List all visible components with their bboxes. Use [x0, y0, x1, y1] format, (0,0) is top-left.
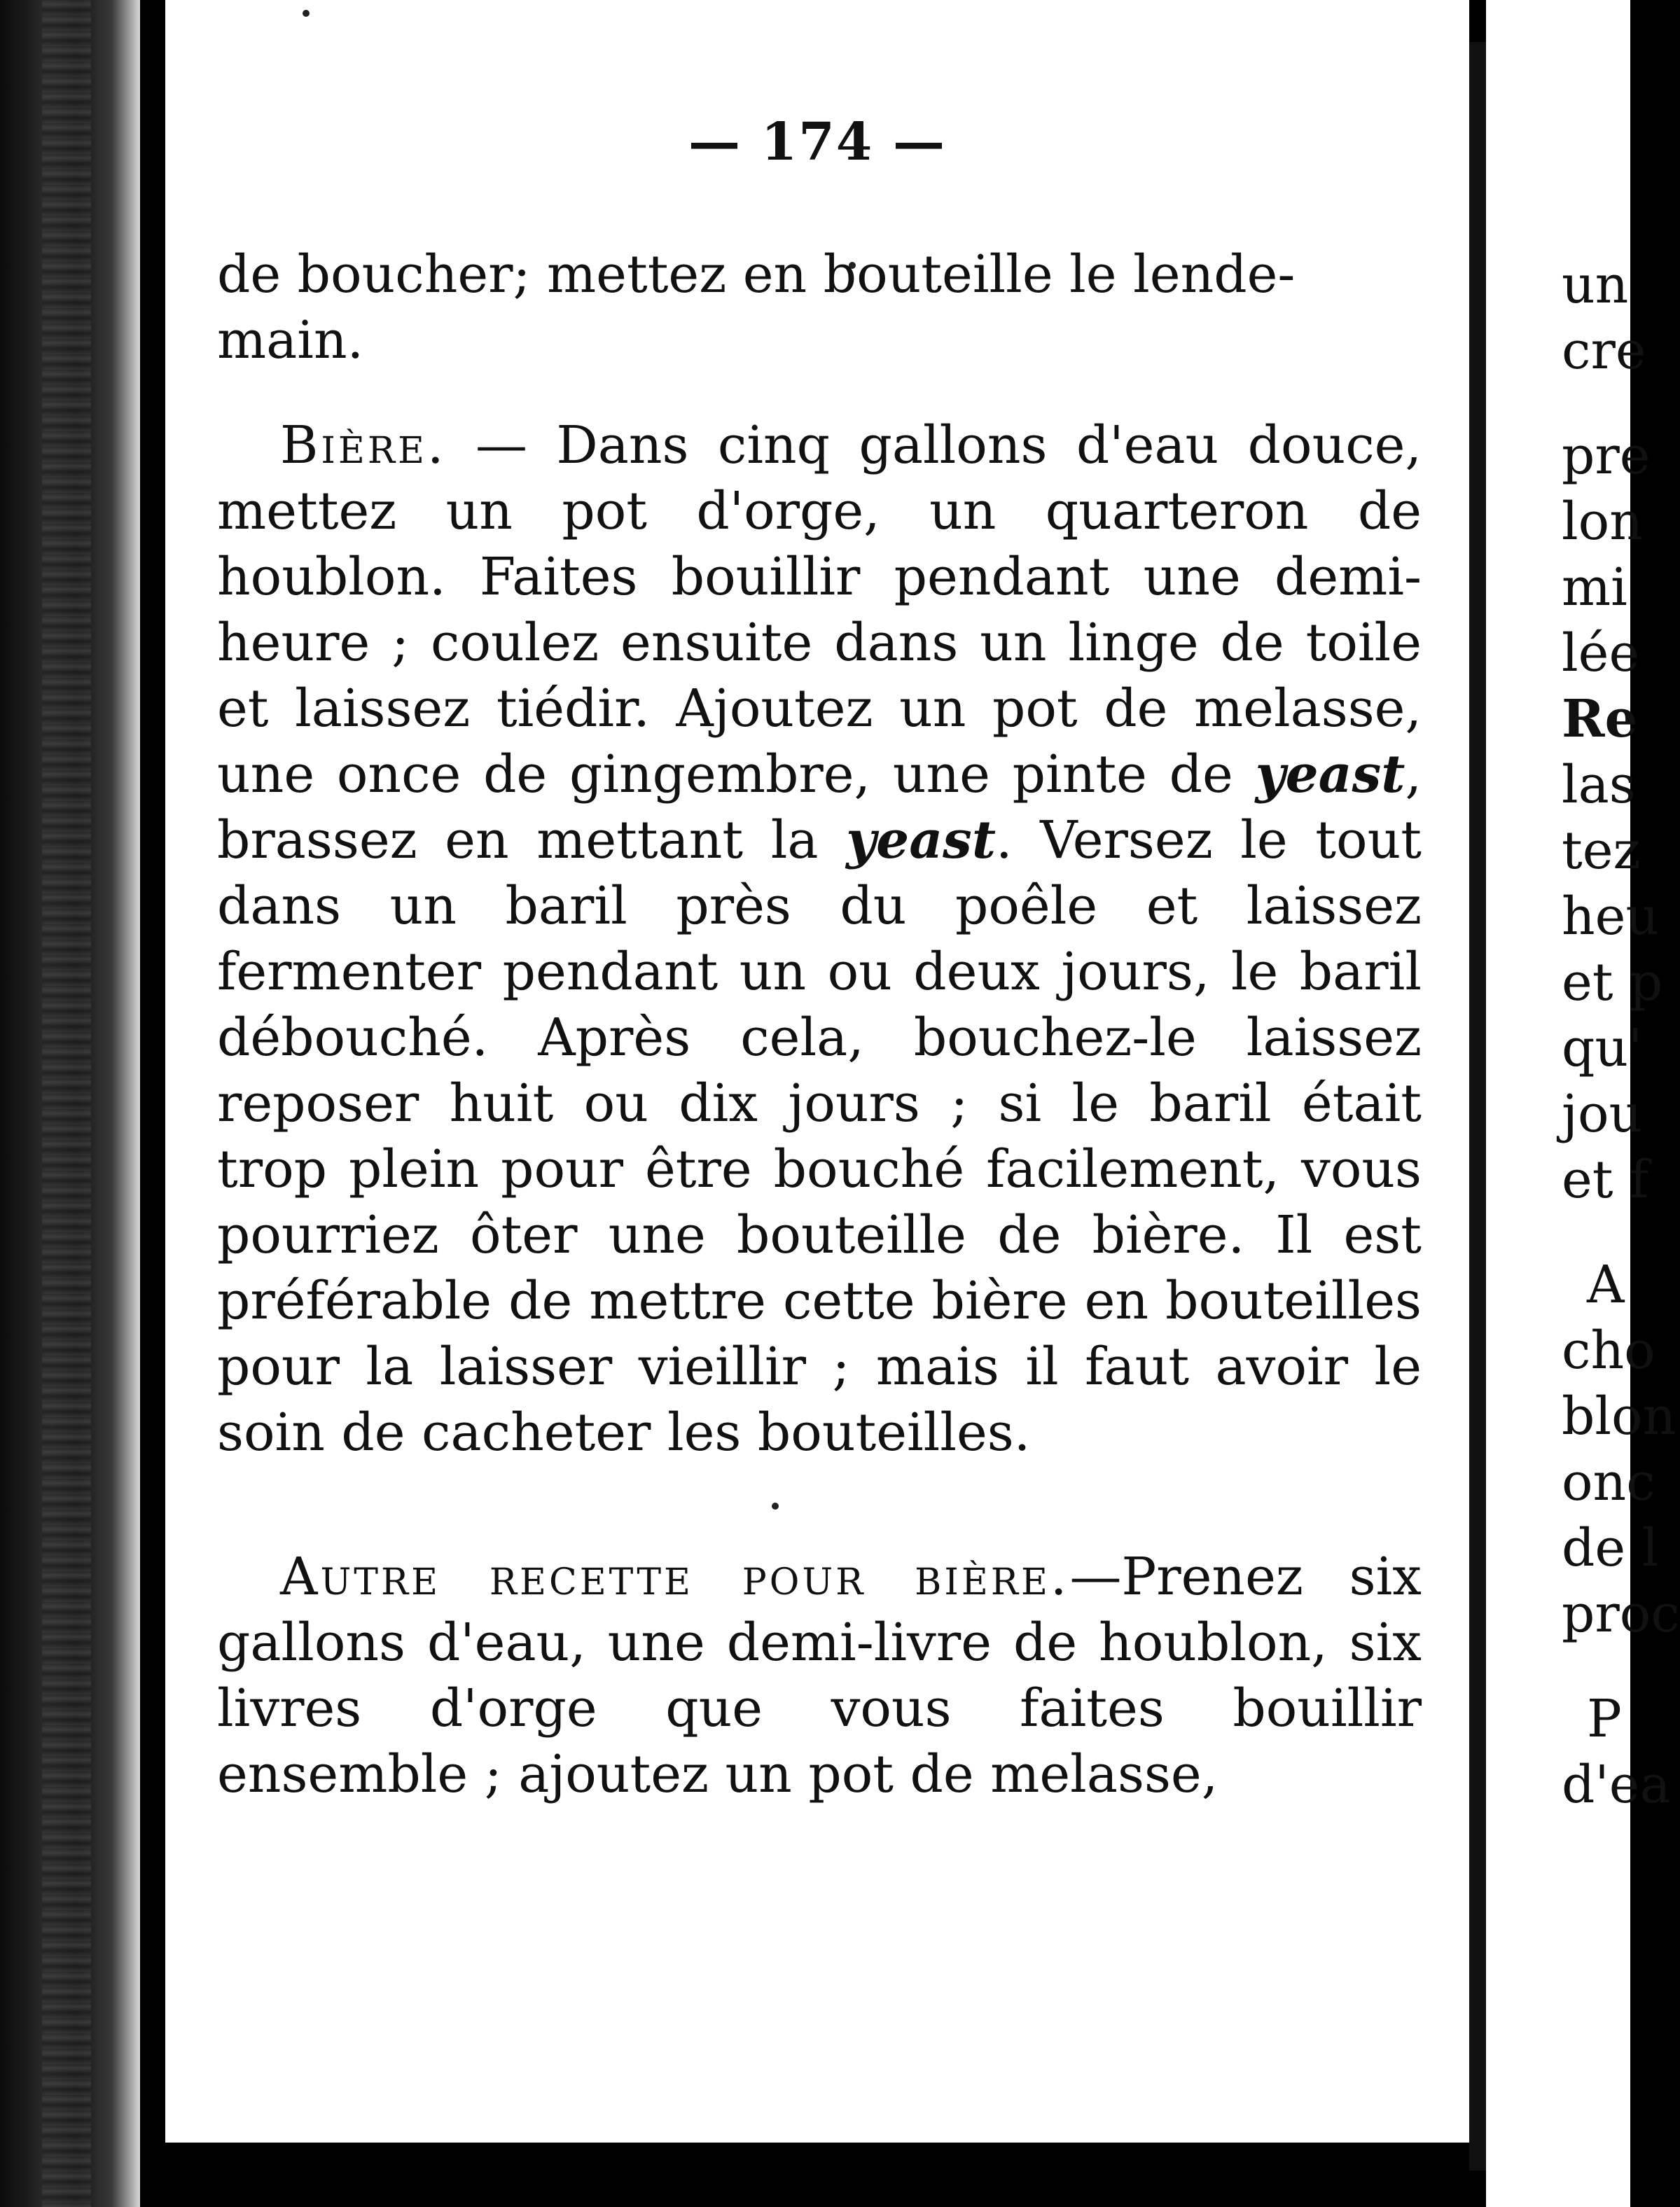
facing-line: heu	[1562, 886, 1660, 947]
facing-line: blon	[1562, 1386, 1676, 1447]
facing-line	[1562, 1647, 1630, 1686]
autre-recette-paragraph	[217, 1544, 1422, 1807]
italic-word: yeast	[846, 810, 996, 870]
facing-line	[1562, 384, 1630, 423]
facing-line: cho	[1562, 1321, 1655, 1381]
facing-line: de l	[1562, 1518, 1659, 1578]
page-body-text	[217, 242, 1422, 1807]
facing-line: lée	[1562, 623, 1640, 683]
facing-line: mi	[1562, 557, 1627, 618]
facing-line: Re	[1562, 689, 1638, 749]
facing-line: onc	[1562, 1452, 1655, 1512]
facing-line: proc	[1562, 1584, 1680, 1644]
facing-line: jou	[1562, 1084, 1643, 1144]
autre-recette-heading: Autre recette pour bière.	[280, 1547, 1070, 1607]
facing-line: pre	[1562, 426, 1651, 486]
autre-recette-heading-dash: —	[1069, 1547, 1122, 1607]
biere-heading-dash: —	[446, 415, 557, 475]
facing-line: un	[1562, 255, 1629, 315]
biere-heading: Bière.	[280, 415, 447, 475]
continued-line-2: main.	[217, 310, 364, 370]
facing-line: d'ea	[1562, 1755, 1671, 1815]
page-stack-edge	[42, 0, 91, 2207]
continued-paragraph	[217, 242, 1422, 373]
facing-line	[1562, 1213, 1630, 1252]
biere-paragraph	[217, 412, 1422, 1465]
facing-line: tez	[1562, 821, 1641, 881]
page-gutter	[1469, 42, 1486, 2171]
biere-text: Dans cinq gallons d'eau douce, mettez un pot d'orge, un quarteron de houblon. Faites bouillir pendant une demi-heure ; coulez ensuite dans un linge de toile et laissez tiédir. Ajoutez un pot de melasse, une once de gingembre, une pinte de yeast, brassez en mettant la yeast. Versez le tout dans un baril près du poêle et laissez fermenter pendant un ou deux jours, le baril débouché. Après cela, bouchez-le laissez reposer huit ou dix jours ; si le baril était trop plein pour être bouché facilement, vous pourriez ôter une bouteille de bière. Il est préférable de mettre cette bière en bouteilles pour la laisser vieillir ; mais il faut avoir le soin de cacheter les bouteilles.	[217, 415, 1422, 1463]
continued-line-1: de boucher; mettez en bouteille le lende-	[217, 244, 1296, 305]
print-speck	[303, 10, 310, 17]
facing-line: et p	[1562, 952, 1663, 1012]
facing-line: qu'	[1562, 1018, 1643, 1078]
facing-line: et f	[1562, 1150, 1649, 1210]
facing-line: lon	[1562, 492, 1643, 552]
autre-recette-text: Prenez six gallons d'eau, une demi-livre de houblon, six livres d'orge que vous faites bouillir ensemble ; ajoutez un pot de melasse,	[217, 1547, 1422, 1804]
facing-page-lines	[1486, 252, 1680, 1818]
facing-line: las	[1562, 755, 1636, 815]
italic-word: yeast	[1255, 744, 1405, 805]
facing-line: A	[1587, 1255, 1625, 1315]
facing-line: cre	[1562, 321, 1646, 381]
page-number: — 174 —	[688, 112, 946, 172]
facing-line: P	[1587, 1689, 1622, 1749]
facing-page-fragment	[1486, 0, 1680, 2207]
